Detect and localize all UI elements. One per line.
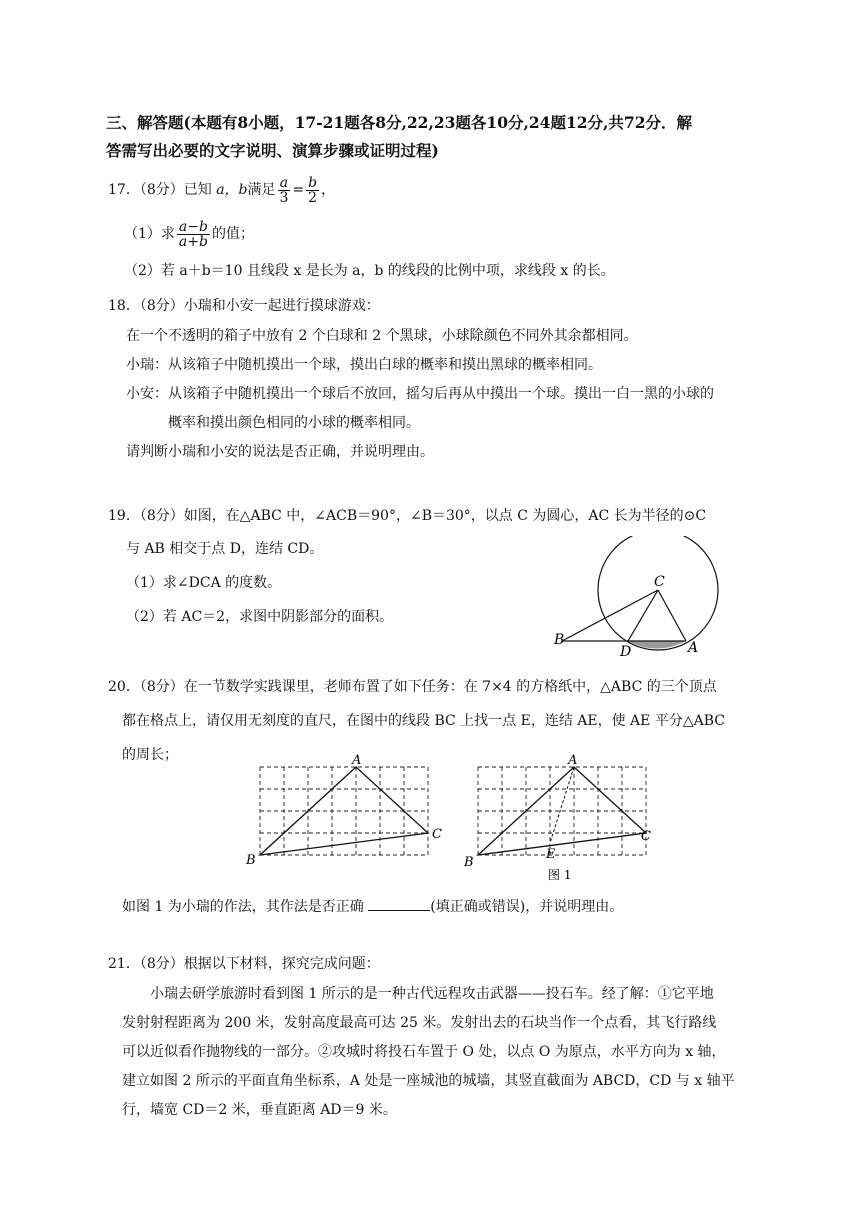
q21-head: 21．（8分）根据以下材料，探究完成问题： <box>108 956 380 972</box>
q20-left-label-a: A <box>352 753 362 768</box>
q17-vars: a，b <box>216 182 248 198</box>
q21-line4: 建立如图 2 所示的平面直角坐标系，A 处是一座城池的城墙，其竖直截面为 ABCD，CD 与 x 轴平 <box>122 1073 735 1089</box>
q17-frac-b2: $\frac{b}{2}$ <box>308 174 318 206</box>
q20-figure-task <box>240 752 450 870</box>
q21-line5: 行，墙宽 CD＝2 米，垂直距离 AD＝9 米。 <box>122 1102 397 1118</box>
q20-line1: 20．（8分）在一节数学实践课里，老师布置了如下任务：在 7×4 的方格纸中，△ABC 的三个顶点 <box>108 679 717 695</box>
q20-grid-right <box>478 767 646 855</box>
q19-label-c: C <box>654 574 665 590</box>
q18-line1: 在一个不透明的箱子中放有 2 个白球和 2 个黑球，小球除颜色不同外其余都相同。 <box>126 328 638 344</box>
q17-sat: 满足 <box>247 182 276 198</box>
q18-line4: 概率和摸出颜色相同的小球的概率相同。 <box>168 415 420 431</box>
q19-label-b: B <box>554 632 565 648</box>
q20-right-label-b: B <box>464 855 474 870</box>
q17-stem: 17．（8分）已知 a，b满足 $\frac{a}{3}$ = $\frac{b}{2}$ ， <box>108 174 336 206</box>
q20-line3: 的周长； <box>122 747 178 763</box>
q21-line1: 小瑞去研学旅游时看到图 1 所示的是一种古代远程攻击武器——投石车。经了解：①它平地 <box>150 986 714 1002</box>
q19-line-ca <box>658 590 686 641</box>
q18-line3: 小安：从该箱子中随机摸出一个球后不放回，摇匀后再从中摸出一个球。摸出一白一黑的小球的 <box>126 386 714 402</box>
q17-frac-a3: $\frac{a}{3}$ <box>279 174 289 206</box>
q19-figure <box>548 536 728 660</box>
q18-line2: 小瑞：从该箱子中随机摸出一个球，摸出白球的概率和摸出黑球的概率相同。 <box>126 357 602 373</box>
q17-part1: （1）求 $\frac{a-b}{a+b}$ 的值； <box>124 218 254 250</box>
q20-right-label-c: C <box>641 829 651 844</box>
section-title-line2: 答需写出必要的文字说明、演算步骤或证明过程) <box>106 141 439 160</box>
q20-answer-line: 如图 1 为小瑞的作法，其作法是否正确 (填正确或错误)，并说明理由。 <box>122 896 623 918</box>
q19-part1: （1）求∠DCA 的度数。 <box>126 575 282 591</box>
q17-part2: （2）若 a＋b＝10 且线段 x 是长为 a，b 的线段的比例中项，求线段 x 的长。 <box>124 263 615 279</box>
section-title-line1: 三、解答题(本题有8小题，17-21题各8分,22,23题各10分,24题12分,共72分．解 <box>106 113 692 132</box>
q19-line1: 19．（8分）如图，在△ABC 中，∠ACB＝90°，∠B＝30°，以点 C 为圆心，AC 长为半径的⊙C <box>108 508 707 524</box>
q17-head: 17．（8分）已知 <box>108 182 212 198</box>
q19-line2: 与 AB 相交于点 D，连结 CD。 <box>126 541 324 557</box>
q20-figure-caption: 图 1 <box>548 868 572 882</box>
q18-head: 18．（8分）小瑞和小安一起进行摸球游戏： <box>108 298 380 314</box>
q19-circle <box>598 536 718 650</box>
q20-figure-1 <box>458 752 668 884</box>
q17-eq: = <box>292 182 305 198</box>
q21-line2: 发射射程距离为 200 米，发射高度最高可达 25 米。发射出去的石块当作一个点看，其飞行路线 <box>122 1015 717 1031</box>
q19-label-a: A <box>688 640 699 656</box>
q20-left-label-b: B <box>246 853 256 868</box>
q20-line2: 都在格点上，请仅用无刻度的直尺，在图中的线段 BC 上找一点 E，连结 AE，使 AE 平分△ABC <box>122 713 725 729</box>
q20-left-label-c: C <box>432 827 442 842</box>
q20-right-label-e: E <box>546 847 556 862</box>
q17-frac-amb: $\frac{a-b}{a+b}$ <box>178 218 208 250</box>
q20-answer-blank[interactable] <box>368 896 430 911</box>
q19-label-d: D <box>620 644 632 660</box>
q20-grid-left <box>260 767 428 855</box>
q20-right-label-a: A <box>568 753 578 768</box>
q19-part2: （2）若 AC＝2，求图中阴影部分的面积。 <box>126 609 394 625</box>
q21-line3: 可以近似看作抛物线的一部分。②攻城时将投石车置于 O 处，以点 O 为原点，水平方向为 x 轴， <box>122 1044 726 1060</box>
q18-line5: 请判断小瑞和小安的说法是否正确，并说明理由。 <box>126 444 434 460</box>
